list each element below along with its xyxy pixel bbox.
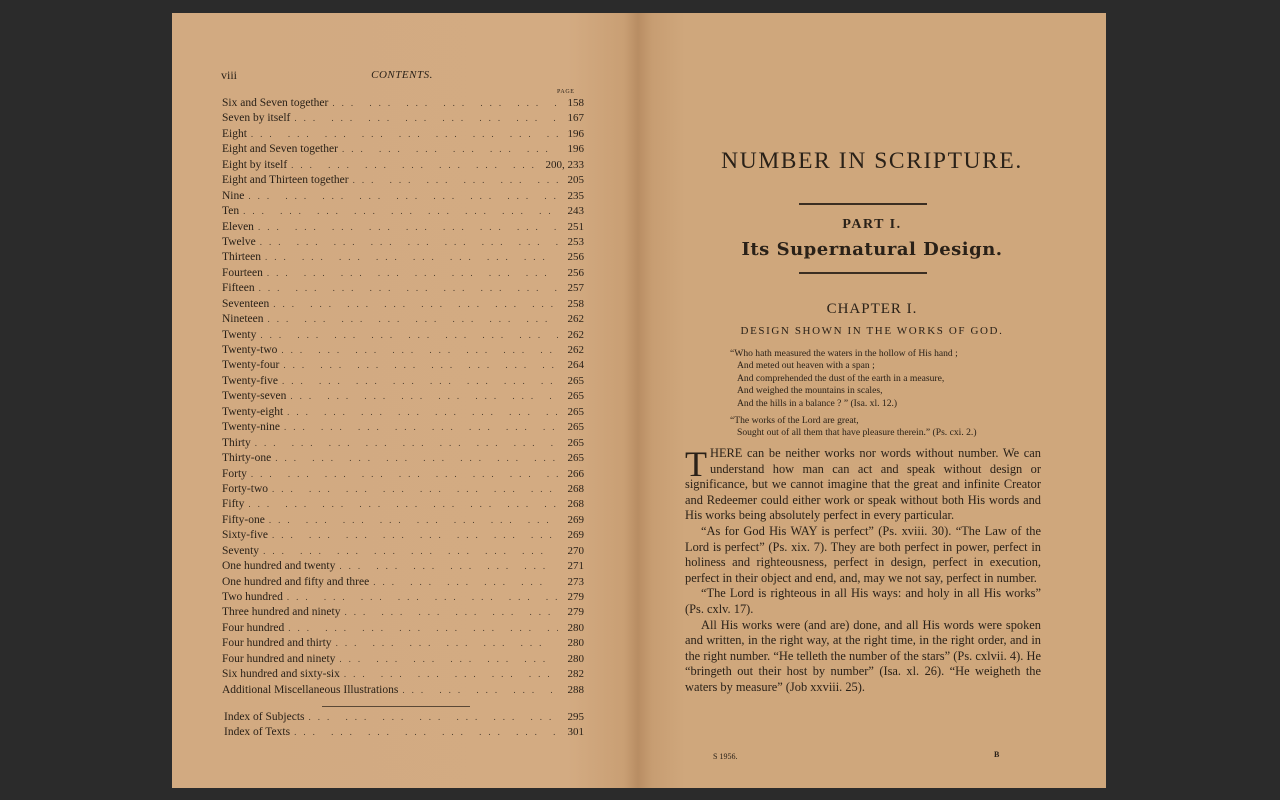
entry-page: 269 [567,513,584,526]
entry-title: Twenty-two [222,344,278,356]
leader-dots [283,358,558,373]
entry-page: 268 [567,498,584,511]
contents-entry [222,312,584,327]
entry-page: 265 [567,390,584,403]
leader-dots [287,590,558,605]
contents-entry [222,220,584,235]
entry-title: Nine [222,189,245,202]
paragraph-2: “As for God His WAY is perfect” (Ps. xviii. 30). “The Law of the Lord is perfect” (Ps. xix. 7). They are both perfect in power, perfect in holiness and righteousness, perfect in design, perfect in execution, perfect in their object and end, and, may we not say, perfect in number. [685,523,1041,585]
entry-title: Two hundred [222,591,283,603]
quote-line: “The works of the Lord are great, [730,415,859,426]
entry-title: Four hundred and ninety [222,652,336,665]
entry-title: Index of Texts [224,726,291,739]
contents-entry [222,652,584,667]
leader-dots [339,652,558,667]
entry-page: 280 [567,621,584,634]
leader-dots [294,725,558,740]
entry-page: 262 [567,344,584,356]
entry-title: Eight by itself [222,158,288,171]
entry-title: Index of Subjects [224,711,305,723]
entry-title: Fifty-one [222,513,265,526]
entry-page: 158 [567,97,584,109]
entry-title: One hundred and twenty [222,560,336,573]
contents-entry [222,111,584,126]
running-title: CONTENTS. [371,69,433,81]
leader-dots [336,636,558,651]
entry-title: Sixty-five [222,529,268,542]
drop-cap: T [685,444,707,484]
left-page [172,13,638,788]
contents-entry [222,621,584,636]
contents-divider [322,706,470,707]
quote-line: “Who hath measured the waters in the hollow of His hand ; [730,348,958,359]
entry-page: 265 [567,436,584,449]
contents-entry [222,590,584,605]
contents-entry [224,725,584,740]
entry-title: Nineteen [222,313,264,326]
entry-title: Seventeen [222,297,270,310]
entry-title: Four hundred [222,621,285,634]
leader-dots [259,281,558,296]
leader-dots [255,436,558,451]
entry-title: Fifty [222,498,245,511]
contents-entry [222,605,584,620]
contents-entry [222,127,584,142]
printer-signature: S 1956. [713,752,738,761]
contents-entry [222,667,584,682]
leader-dots [282,374,558,389]
body-text [685,446,1041,696]
entry-title: Twenty [222,328,257,341]
epigraph-quote-2 [730,415,977,440]
entry-title: Four hundred and thirty [222,637,332,650]
entry-page: 256 [567,266,584,279]
part-heading: PART I. [842,217,902,232]
leader-dots [344,605,558,620]
contents-entry [222,235,584,250]
entry-page: 279 [567,606,584,619]
leader-dots [260,328,558,343]
leader-dots [263,544,558,559]
entry-page: 196 [567,143,584,156]
contents-entry [222,250,584,265]
entry-title: Twenty-eight [222,405,284,418]
entry-page: 280 [567,637,584,650]
contents-entry [222,204,584,219]
gathering-letter: B [994,750,1000,759]
entry-page: 262 [567,328,584,341]
contents-entry [222,173,584,188]
leader-dots [294,111,558,126]
leader-dots [284,420,558,435]
entry-page: 251 [567,220,584,233]
left-header [221,68,583,84]
contents-entry [222,96,584,111]
entry-title: One hundred and fifty and three [222,575,370,588]
entry-page: 257 [567,282,584,295]
leader-dots [290,389,558,404]
leader-dots [291,158,541,173]
entry-page: 268 [567,482,584,495]
entry-title: Six hundred and sixty-six [222,668,340,681]
contents-entry [222,142,584,157]
paragraph-1 [685,446,1041,524]
contents-entry [222,513,584,528]
entry-page: 262 [567,313,584,326]
paragraph-3: “The Lord is righteous in all His ways: and holy in all His works” (Ps. cxlv. 17). [685,586,1041,616]
quote-line: And weighed the mountains in scales, [737,385,883,397]
entry-page: 167 [567,112,584,125]
contents-entry [222,559,584,574]
leader-dots [260,235,558,250]
entry-page: 271 [567,560,584,573]
contents-entry [222,297,584,312]
entry-page: 265 [567,452,584,465]
leader-dots [251,127,558,142]
page-column-label: PAGE [557,89,575,95]
leader-dots [332,96,558,111]
paragraph-1-text: HERE can be neither works nor words without number. We can understand how man can act and speak without design or significance, but we cannot imagine that the great and infinite Creator and Redeemer could either work or speak without both His words and His works being absolutely perfect in every particular. [685,446,1041,523]
contents-entry [222,328,584,343]
entry-page: 265 [567,421,584,434]
entry-title: Twenty-nine [222,421,280,434]
epigraph-quote-1 [730,348,958,410]
contents-entry [222,436,584,451]
leader-dots [308,710,558,725]
leader-dots [267,266,558,281]
contents-entry [222,358,584,373]
right-page [638,13,1106,788]
contents-entry [222,451,584,466]
contents-entry [222,467,584,482]
chapter-subtitle: DESIGN SHOWN IN THE WORKS OF GOD. [740,325,1004,337]
quote-line: And meted out heaven with a span ; [737,360,875,372]
leader-dots [275,451,558,466]
entry-title: Thirteen [222,251,261,264]
leader-dots [269,513,558,528]
leader-dots [251,467,558,482]
entry-title: Forty [222,467,247,480]
leader-dots [272,528,558,543]
entry-title: Seven by itself [222,112,291,125]
entry-page: 256 [567,251,584,264]
entry-page: 288 [567,683,584,696]
contents-entry [222,189,584,204]
contents-entry [222,374,584,389]
title-rule [799,203,927,205]
entry-page: 196 [567,127,584,140]
entry-page: 264 [567,359,584,372]
entry-page: 265 [567,405,584,418]
contents-entry [224,710,584,725]
contents-entry [222,482,584,497]
leader-dots [248,497,558,512]
contents-entry [222,158,584,173]
entry-title: Fourteen [222,266,263,279]
contents-entry [222,281,584,296]
quote-line: And the hills in a balance ? ” (Isa. xl. 12.) [737,397,898,409]
leader-dots [287,405,558,420]
entry-page: 269 [567,529,584,542]
contents-entry [222,497,584,512]
entry-page: 301 [567,726,584,739]
entry-page: 243 [567,205,584,218]
entry-title: Twelve [222,235,256,248]
entry-page: 295 [567,711,584,723]
part-subtitle: Its Supernatural Design. [741,239,1003,260]
entry-title: Ten [222,205,240,218]
entry-title: Eleven [222,220,254,233]
entry-title: Eight and Thirteen together [222,174,349,187]
entry-page: 282 [567,668,584,681]
contents-entry [222,544,584,559]
part-rule [799,272,927,274]
entry-page: 205 [567,174,584,187]
chapter-heading: CHAPTER I. [826,301,918,317]
leader-dots [258,220,558,235]
entry-page: 265 [567,374,584,387]
entry-title: Twenty-five [222,374,279,387]
leader-dots [373,575,558,590]
entry-page: 258 [567,297,584,310]
leader-dots [402,683,558,698]
leader-dots [268,312,558,327]
entry-page: 266 [567,467,584,480]
leader-dots [281,343,558,358]
entry-title: Twenty-seven [222,390,287,403]
entry-page: 273 [567,575,584,588]
leader-dots [248,189,558,204]
leader-dots [243,204,558,219]
entry-title: Seventy [222,544,260,557]
leader-dots [353,173,558,188]
contents-entry [222,575,584,590]
contents-entry [222,636,584,651]
left-page-number: viii [221,68,238,82]
entry-title: Fifteen [222,282,255,295]
entry-page: 200, 233 [545,158,584,171]
quote-line: Sought out of all them that have pleasure therein.” (Ps. cxi. 2.) [737,427,977,439]
entry-title: Eight and Seven together [222,143,338,156]
paragraph-4: All His works were (and are) done, and all His words were spoken and written, in the right way, at the right time, in the right order, and in the right number. “He telleth the number of the stars” (Ps. cxlvii. 4). He “bringeth out their host by number” (Isa. xl. 26). “He weigheth the waters by measure” (Job xxviii. 25). [685,617,1041,694]
entry-title: Forty-two [222,482,268,495]
leader-dots [344,667,558,682]
contents-entry [222,266,584,281]
leader-dots [342,142,558,157]
entry-title: Three hundred and ninety [222,606,341,619]
leader-dots [339,559,558,574]
entry-title: Eight [222,127,247,140]
entry-title: Six and Seven together [222,97,329,109]
quote-line: And comprehended the dust of the earth in a measure, [737,372,945,384]
contents-entry [222,389,584,404]
leader-dots [273,297,558,312]
entry-page: 235 [567,189,584,202]
book-spread [172,13,1106,788]
entry-page: 279 [567,591,584,603]
entry-title: Additional Miscellaneous Illustrations [222,683,399,696]
contents-entry [222,343,584,358]
book-title: NUMBER IN SCRIPTURE. [721,148,1023,174]
entry-page: 280 [567,652,584,665]
contents-entry [222,420,584,435]
contents-entry [222,683,584,698]
contents-entry [222,528,584,543]
contents-list [222,96,584,698]
entry-page: 270 [567,544,584,557]
entry-page: 253 [567,235,584,248]
contents-entry [222,405,584,420]
entry-title: Thirty [222,436,251,449]
index-list [224,710,584,741]
leader-dots [272,482,558,497]
entry-title: Thirty-one [222,452,272,465]
leader-dots [288,621,558,636]
leader-dots [265,250,558,265]
entry-title: Twenty-four [222,359,280,372]
